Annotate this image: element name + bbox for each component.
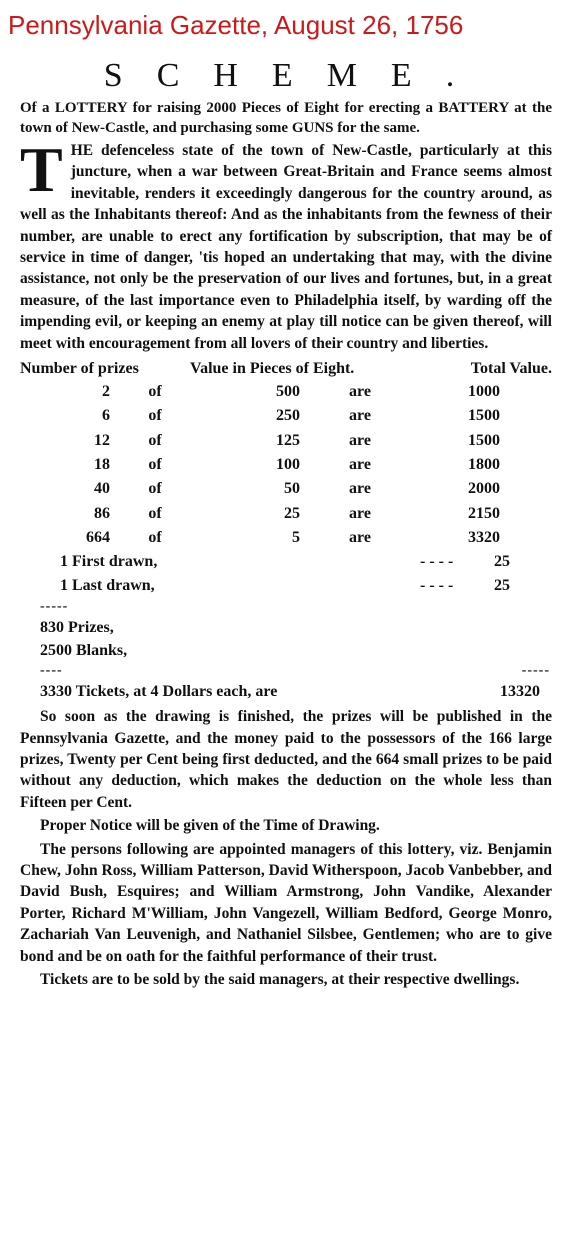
table-row bbox=[20, 502, 552, 526]
separator: ----- bbox=[521, 663, 550, 679]
tickets-line: 3330 Tickets, at 4 Dollars each, are bbox=[40, 683, 278, 701]
prize-value: 5 bbox=[292, 528, 300, 546]
tickets-total: 13320 bbox=[500, 683, 540, 701]
prize-are: are bbox=[349, 480, 371, 498]
table-row bbox=[20, 380, 552, 404]
separator: ---- bbox=[40, 663, 63, 679]
prize-count: 2 bbox=[102, 383, 110, 401]
paragraph-publication: So soon as the drawing is finished, the prizes will be published in the Pennsylvania Gazette, and the money paid to the possessors of the 166 large prizes, Twenty per Cent being first deducted, and the 664 small prizes to be paid without any deduction, which makes the deduction on the whole less than Fifteen per Cent. bbox=[20, 708, 552, 811]
header bbox=[0, 0, 570, 52]
prize-total: 2150 bbox=[468, 504, 500, 522]
page-title: Pennsylvania Gazette, August 26, 1756 bbox=[8, 10, 464, 40]
prizes-total-line: 830 Prizes, bbox=[40, 619, 114, 637]
prize-of: of bbox=[148, 383, 162, 401]
prize-of: of bbox=[148, 431, 162, 449]
prize-total: 1500 bbox=[468, 407, 500, 425]
prize-count: 18 bbox=[94, 455, 110, 473]
extra-label: 1 Last drawn, bbox=[60, 577, 155, 595]
article-heading: SCHEME. bbox=[103, 57, 489, 94]
prize-are: are bbox=[349, 383, 371, 401]
prize-count: 12 bbox=[94, 431, 110, 449]
table-row bbox=[20, 550, 552, 574]
drop-cap: T bbox=[20, 134, 63, 205]
prize-total: 3320 bbox=[468, 528, 500, 546]
header-total-value: Total Value. bbox=[470, 360, 552, 378]
paragraph-managers: The persons following are appointed managers of this lottery, viz. Benjamin Chew, John Ross, William Patterson, David Witherspoon, Jacob Vanbebber, and David Bush, Esquires; and William Armstrong, John Vandike, Alexander Porter, Richard M'William, John Vangezell, William Bedford, George Monro, Zachariah Van Leuvenigh, and Nathaniel Silsbee, Gentlemen; who are to give bond and be on oath for the faithful performance of their trust. bbox=[20, 840, 552, 965]
body-text: HE defenceless state of the town of New-Castle, particularly at this juncture, when a war between Great-Britain and France seems almost inevitable, renders it exceedingly dangerous for the country around, as well as the Inhabitants thereof: And as the inhabitants from the fewness of their number, are unable to erect any fortification by subscription, that may be of service in time of danger, 'tis hoped an undertaking that may, with the divine assistance, not only be the preservation of our lives and fortunes, but, in a great measure, of the last importance even to Philadelphia itself, by warding off the impending evil, or keeping an enemy at play till notice can be given thereof, will meet with encouragement from all lovers of their country and liberties. bbox=[20, 142, 552, 352]
extra-label: 1 First drawn, bbox=[60, 553, 158, 571]
prize-value: 100 bbox=[276, 455, 300, 473]
prize-total: 1000 bbox=[468, 383, 500, 401]
prize-are: are bbox=[349, 407, 371, 425]
prize-of: of bbox=[148, 455, 162, 473]
prize-of: of bbox=[148, 480, 162, 498]
blanks-total-line: 2500 Blanks, bbox=[40, 642, 128, 660]
prize-total: 2000 bbox=[468, 480, 500, 498]
prize-value: 500 bbox=[276, 383, 300, 401]
prize-are: are bbox=[349, 504, 371, 522]
prize-value: 125 bbox=[276, 431, 300, 449]
separator: ----- bbox=[40, 599, 69, 615]
newspaper-clipping bbox=[20, 56, 552, 990]
prize-value: 50 bbox=[284, 480, 300, 498]
prize-of: of bbox=[148, 528, 162, 546]
prize-count: 86 bbox=[94, 504, 110, 522]
table-row bbox=[20, 404, 552, 428]
body-paragraph bbox=[20, 134, 552, 354]
extra-total: 25 bbox=[494, 553, 510, 571]
prize-count: 40 bbox=[94, 480, 110, 498]
separator-row bbox=[20, 662, 552, 680]
prize-count: 6 bbox=[102, 407, 110, 425]
extra-dots: - - - - bbox=[420, 553, 454, 571]
table-row bbox=[20, 477, 552, 501]
prize-total: 1500 bbox=[468, 431, 500, 449]
header-number-of-prizes: Number of prizes bbox=[20, 360, 139, 378]
table-row bbox=[20, 453, 552, 477]
tickets-row bbox=[20, 680, 552, 704]
prize-are: are bbox=[349, 431, 371, 449]
prize-of: of bbox=[148, 504, 162, 522]
prize-total: 1800 bbox=[468, 455, 500, 473]
prize-value: 250 bbox=[276, 407, 300, 425]
table-row bbox=[20, 429, 552, 453]
extra-dots: - - - - bbox=[420, 577, 454, 595]
table-row bbox=[20, 526, 552, 550]
paragraph-tickets: Tickets are to be sold by the said managers, at their respective dwellings. bbox=[40, 971, 520, 989]
prize-are: are bbox=[349, 455, 371, 473]
prize-count: 664 bbox=[86, 528, 110, 546]
prize-table bbox=[20, 380, 552, 598]
intro-paragraph: Of a LOTTERY for raising 2000 Pieces of Eight for erecting a BATTERY at the town of New-Castle, and purchasing some GUNS for the same. bbox=[20, 100, 552, 136]
header-value: Value in Pieces of Eight. bbox=[190, 360, 355, 378]
paragraph-notice: Proper Notice will be given of the Time of Drawing. bbox=[40, 817, 380, 835]
prize-table-header bbox=[20, 358, 552, 380]
table-row bbox=[20, 574, 552, 598]
prize-are: are bbox=[349, 528, 371, 546]
extra-total: 25 bbox=[494, 577, 510, 595]
prize-of: of bbox=[148, 407, 162, 425]
prize-value: 25 bbox=[284, 504, 300, 522]
